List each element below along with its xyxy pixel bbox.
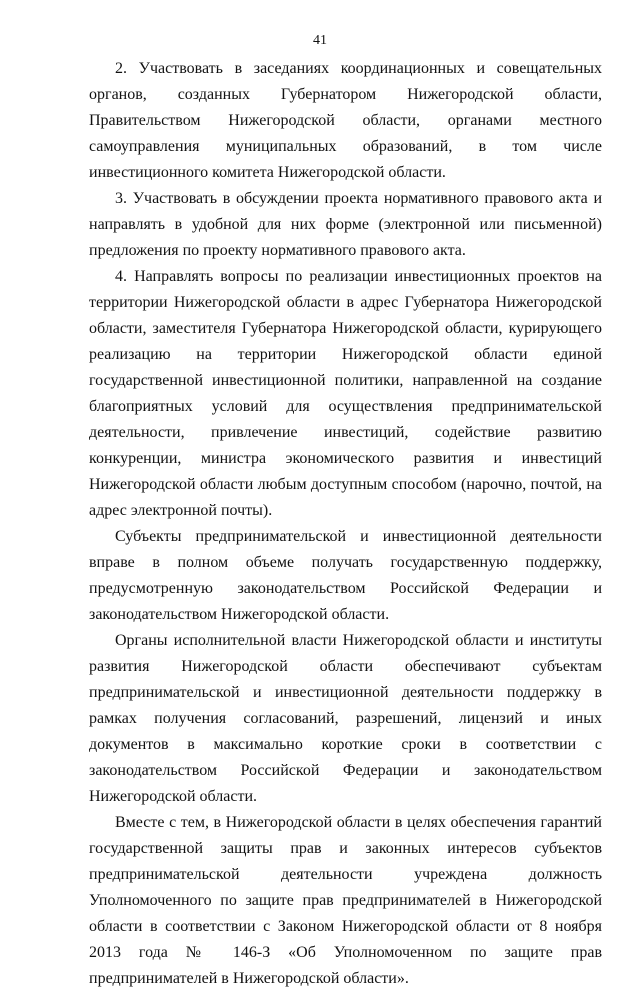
paragraph-item-4: 4. Направлять вопросы по реализации инвестиционных проектов на территории Нижегородской области в адрес Губернатора Нижегородской области, заместителя Губернатора Нижегородской области, курирующего реализацию на территории Нижегородской области единой государственной инвестиционной политики, направленной на создание благоприятных условий для осуществления предпринимательской деятельности, привлечение инвестиций, содействие развитию конкуренции, министра экономического развития и инвестиций Нижегородской области любым доступным способом (нарочно, почтой, на адрес электронной почты). <box>89 268 602 519</box>
paragraph-item-2: 2. Участвовать в заседаниях координационных и совещательных органов, созданных Губернатором Нижегородской области, Правительством Нижегородской области, органами местного самоуправления муниципальных образований, в том числе инвестиционного комитета Нижегородской области. <box>89 60 602 181</box>
paragraph-state-support: Субъекты предпринимательской и инвестиционной деятельности вправе в полном объеме получать государственную поддержку, предусмотренную законодательством Российской Федерации и законодательством Нижегородской области. <box>89 528 602 623</box>
paragraph-ombudsman: Вместе с тем, в Нижегородской области в целях обеспечения гарантий государственной защиты прав и законных интересов субъектов предпринимательской деятельности учреждена должность Уполномоченного по защите прав предпринимателей в Нижегородской области в соответствии с Законом Нижегородской области от 8 ноября 2013 года № 146-З «Об Уполномоченном по защите прав предпринимателей в Нижегородской области». <box>89 814 602 987</box>
paragraph-item-3: 3. Участвовать в обсуждении проекта нормативного правового акта и направлять в удобной для них форме (электронной или письменной) предложения по проекту нормативного правового акта. <box>89 190 602 259</box>
paragraph-executive-bodies: Органы исполнительной власти Нижегородской области и институты развития Нижегородской области обеспечивают субъектам предпринимательской и инвестиционной деятельности поддержку в рамках получения согласований, разрешений, лицензий и иных документов в максимально короткие сроки в соответствии с законодательством Российской Федерации и законодательством Нижегородской области. <box>89 632 602 805</box>
document-body <box>89 56 602 992</box>
page-number: 41 <box>313 33 327 48</box>
